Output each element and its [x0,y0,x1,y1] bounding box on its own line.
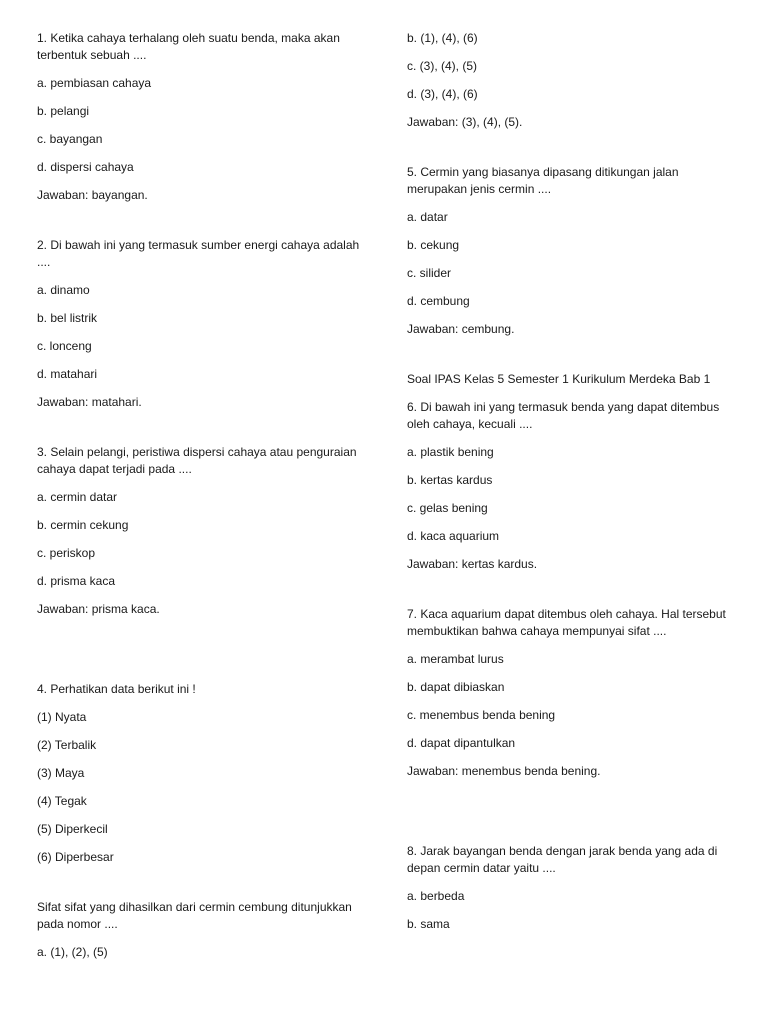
option-a: a. plastik bening [407,445,494,459]
data-item: (3) Maya [37,766,85,780]
question-2 [37,237,372,411]
question-6 [407,399,735,573]
left-column [37,30,372,972]
data-item: (6) Diperbesar [37,850,114,864]
answer: Jawaban: prisma kaca. [37,602,160,616]
question-text: 8. Jarak bayangan benda dengan jarak benda yang ada di depan cermin datar yaitu .... [407,844,718,875]
question-7 [407,606,735,780]
option-b: b. bel listrik [37,311,98,325]
option-b: b. cekung [407,238,460,252]
option-d: d. dispersi cahaya [37,160,134,174]
data-item: (2) Terbalik [37,738,97,752]
option-a: a. pembiasan cahaya [37,76,152,90]
data-item: (5) Diperkecil [37,822,108,836]
option-c: c. silider [407,266,452,280]
question-text: 1. Ketika cahaya terhalang oleh suatu benda, maka akan terbentuk sebuah .... [37,31,340,62]
option-b: b. cermin cekung [37,518,129,532]
question-text: 2. Di bawah ini yang termasuk sumber energi cahaya adalah .... [37,238,360,269]
section-title: Soal IPAS Kelas 5 Semester 1 Kurikulum Merdeka Bab 1 [407,372,711,386]
question-prompt: Sifat sifat yang dihasilkan dari cermin cembung ditunjukkan pada nomor .... [37,900,352,931]
answer: Jawaban: menembus benda bening. [407,764,601,778]
data-item: (1) Nyata [37,710,87,724]
question-text: 6. Di bawah ini yang termasuk benda yang dapat ditembus oleh cahaya, kecuali .... [407,400,720,431]
option-b: b. sama [407,917,450,931]
question-text: 4. Perhatikan data berikut ini ! [37,682,196,696]
option-d: d. cembung [407,294,470,308]
question-4-continued [407,30,735,131]
option-d: d. matahari [37,367,98,381]
answer: Jawaban: cembung. [407,322,515,336]
option-d: d. dapat dipantulkan [407,736,516,750]
answer: Jawaban: matahari. [37,395,142,409]
question-5 [407,164,735,338]
answer: Jawaban: bayangan. [37,188,148,202]
option-a: a. merambat lurus [407,652,504,666]
option-c: c. lonceng [37,339,92,353]
option-b: b. kertas kardus [407,473,493,487]
option-c: c. gelas bening [407,501,488,515]
option-c: c. (3), (4), (5) [407,59,478,73]
option-c: c. periskop [37,546,96,560]
question-8 [407,843,735,933]
right-column [407,30,735,944]
question-1 [37,30,372,204]
answer: Jawaban: (3), (4), (5). [407,115,523,129]
question-3 [37,444,372,618]
option-a: a. cermin datar [37,490,118,504]
option-d: d. prisma kaca [37,574,116,588]
question-text: 5. Cermin yang biasanya dipasang ditikungan jalan merupakan jenis cermin .... [407,165,679,196]
option-d: d. (3), (4), (6) [407,87,478,101]
option-b: b. (1), (4), (6) [407,31,478,45]
option-c: c. menembus benda bening [407,708,556,722]
question-text: 7. Kaca aquarium dapat ditembus oleh cahaya. Hal tersebut membuktikan bahwa cahaya mempunyai sifat .... [407,607,726,638]
option-d: d. kaca aquarium [407,529,500,543]
option-b: b. dapat dibiaskan [407,680,505,694]
option-a: a. (1), (2), (5) [37,945,108,959]
option-a: a. berbeda [407,889,465,903]
option-c: c. bayangan [37,132,103,146]
option-a: a. dinamo [37,283,90,297]
question-text: 3. Selain pelangi, peristiwa dispersi cahaya atau penguraian cahaya dapat terjadi pada .... [37,445,357,476]
question-4 [37,681,372,961]
data-item: (4) Tegak [37,794,87,808]
option-b: b. pelangi [37,104,90,118]
answer: Jawaban: kertas kardus. [407,557,538,571]
option-a: a. datar [407,210,448,224]
